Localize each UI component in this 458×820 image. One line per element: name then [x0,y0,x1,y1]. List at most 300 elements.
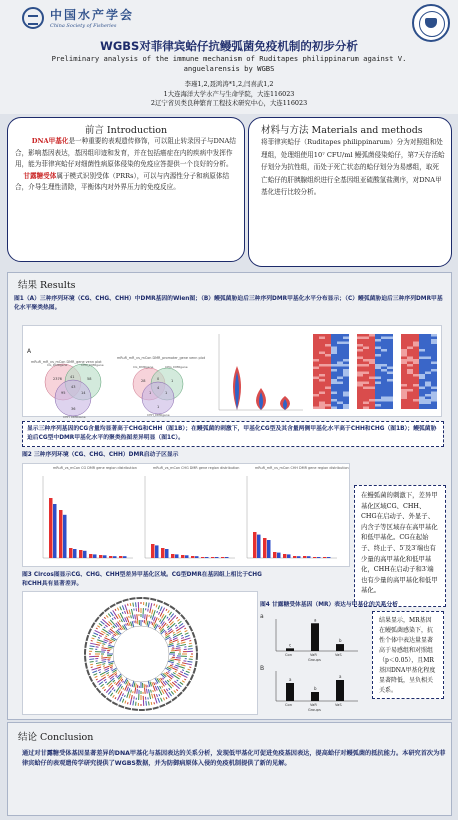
heatmap-cell [407,337,413,340]
fig2-bar-hypo [277,553,281,558]
heatmap-cell [325,404,331,407]
heatmap-cell [363,402,369,405]
circos-tick [153,623,155,627]
heatmap-cell [401,372,407,375]
circos-plot [23,592,259,716]
circos-tick [151,622,152,624]
circos-tick [98,638,100,639]
heatmap-cell [357,372,363,375]
circos-tick [104,617,105,618]
heatmap-cell [401,339,407,342]
circos-tick [180,682,183,684]
heatmap-cell [425,352,431,355]
fig2-bar-group [43,476,337,558]
heatmap-cell [337,362,343,365]
heatmap-cell [337,352,343,355]
circos-tick [173,638,178,640]
heatmap-cell [363,389,369,392]
circos-tick [113,634,115,636]
heatmap-cell [381,387,387,390]
circos-tick [108,647,113,648]
heatmap-cell [413,407,419,410]
heatmap-cell [369,334,375,337]
fig2-bar-hypo [205,557,209,558]
heatmap-cell [331,352,337,355]
circos-tick [133,615,134,619]
heatmap-cell [401,334,407,337]
fig2-bar-hyper [171,554,175,558]
heatmap-cell [325,389,331,392]
circos-tick [145,614,146,619]
circos-tick [166,689,168,691]
heatmap-cell [363,354,369,357]
circos-tick [170,621,174,625]
circos-tick [155,698,157,704]
circos-tick [185,630,188,631]
circos-tick [90,662,94,663]
fig2-bar-hypo [297,556,301,558]
fig2-bar-hyper [221,557,225,558]
heatmap-cell [337,387,343,390]
circos-tick [175,665,179,666]
circos-tick [179,666,185,668]
circos-tick [102,664,105,665]
heatmap-cell [401,382,407,385]
heatmap-cell [413,362,419,365]
heatmap-cell [401,387,407,390]
heatmap-cell [387,342,393,345]
heatmap-cell [387,362,393,365]
heatmap-cell [337,372,343,375]
circos-tick [148,603,149,608]
heatmap-cell [325,387,331,390]
circos-tick [184,679,186,680]
fig2-bar-hypo [113,556,117,558]
heatmap-cell [375,352,381,355]
venn1-number: 43 [71,385,76,389]
heatmap-cell [401,357,407,360]
heatmap-cell [381,377,387,380]
poster-header [0,0,458,114]
circos-tick [92,668,98,670]
heatmap-cell [375,379,381,382]
circos-tick [186,664,192,665]
heatmap-cell [419,392,425,395]
circos-tick [182,663,186,664]
heatmap-cell [387,402,393,405]
circos-tick [90,664,93,665]
circos-tick [176,689,177,690]
heatmap-cell [313,357,319,360]
circos-tick [148,689,149,693]
heatmap-cell [343,377,349,380]
circos-tick [137,689,138,694]
heatmap-cell [337,399,343,402]
heatmap-cell [407,407,413,410]
fig2-panel [22,463,350,567]
heatmap-cell [375,359,381,362]
circos-tick [184,628,186,629]
heatmap-cell [387,397,393,400]
circos-tick [165,631,166,632]
heatmap-cell [369,367,375,370]
heatmap-cell [319,349,325,352]
circos-tick [166,672,168,674]
heatmap-cell [425,407,431,410]
circos-tick [153,610,155,616]
heatmap-cell [343,357,349,360]
heatmap-cell [313,387,319,390]
heatmap-cell [419,357,425,360]
circos-tick [169,643,174,645]
circos-tick [104,640,109,642]
heatmap-cell [381,352,387,355]
heatmap-cell [419,379,425,382]
fig4-x-tick: Con [285,653,292,657]
fig4-note: 结果显示，MR基因在鳗弧菌感染下，抗性个体中表达量显著高于易感组和对照组（p＜0.05），且MR基因DNA甲基化程度显著降低，呈负相关关系。 [372,611,444,699]
venn1-set-label: CG_DMRgene [47,363,68,367]
heatmap-cell [401,402,407,405]
heatmap-cell [381,389,387,392]
intro-title: 前言 Introduction [84,125,168,136]
heatmap-cell [419,372,425,375]
heatmap-cell [357,374,363,377]
heatmap-cell [413,402,419,405]
heatmap-cell [369,359,375,362]
venn2-number: 1 [157,405,160,409]
heatmap-cell [407,389,413,392]
heatmap-cell [375,404,381,407]
fig4-label-b: B [260,665,265,672]
circos-tick [92,635,96,636]
fig2-bar-hyper [99,555,103,558]
heatmap-cell [343,389,349,392]
heatmap-cell [369,399,375,402]
heatmap-cell [431,377,437,380]
circos-tick [97,642,102,643]
circos-tick [109,665,113,666]
heatmap-cell [357,364,363,367]
heatmap-cell [419,367,425,370]
heatmap-cell [431,342,437,345]
heatmap-cell [325,337,331,340]
circos-tick [168,627,171,630]
heatmap-cell [363,352,369,355]
circos-tick [149,701,150,705]
circos-tick [146,620,147,624]
circos-tick [177,619,179,621]
circos-tick [165,633,167,635]
circos-tick [101,675,105,678]
fig2-bar-hypo [327,557,331,558]
heatmap-cell [387,377,393,380]
circos-tick [171,674,174,676]
heatmap-cell [381,394,387,397]
fig2-bar-hypo [123,556,127,558]
circos-tick [101,659,106,660]
heatmap-cell [325,379,331,382]
heatmap-cell [431,364,437,367]
heatmap-cell [413,387,419,390]
circos-tick [156,694,157,697]
circos-tick [93,674,97,676]
heatmap-cell [425,359,431,362]
heatmap-cell [419,342,425,345]
circos-tick [129,694,130,699]
heatmap-cell [419,339,425,342]
circos-tick [171,614,174,618]
circos-tick [169,688,170,690]
heatmap-cell [363,357,369,360]
heatmap-cell [313,379,319,382]
circos-tick [166,609,167,611]
fig2-bar-hypo [73,549,77,558]
heatmap-cell [375,349,381,352]
circos-tick [152,610,153,615]
heatmap-cell [413,339,419,342]
heatmap-cell [363,359,369,362]
heatmap-cell [407,347,413,350]
heatmap-cell [407,384,413,387]
heatmap-cell [407,404,413,407]
fig4-x-label: Groups [308,708,321,712]
fig2-bar-hypo [185,555,189,558]
intro-p2-text: 属于模式识别受体（PRRs），可以与内源性分子和病原体结合，介导生理性清除，平衡体内对外界压力的免疫反应。 [15,171,230,192]
circos-tick [189,667,191,668]
heatmap-cell [419,359,425,362]
heatmap-cell [375,342,381,345]
circos-tick [128,604,129,606]
circos-tick [175,671,177,672]
heatmap-cell [375,364,381,367]
heatmap-cell [387,369,393,372]
circos-tick [133,603,134,607]
circos-tick [110,612,113,616]
heatmap-cell [425,379,431,382]
heatmap-cell [419,347,425,350]
heatmap-cell [419,402,425,405]
circos-tick [169,679,170,680]
circos-tick [162,690,165,694]
heatmap-cell [325,339,331,342]
heatmap-cell [381,407,387,410]
fig4-x-tick: VaR [310,653,317,657]
circos-tick [178,621,181,624]
heatmap-cell [369,382,375,385]
heatmap-cell [343,399,349,402]
heatmap-cell [425,364,431,367]
intro-paragraph-2 [8,171,244,194]
circos-tick [130,603,131,606]
heatmap-cell [357,392,363,395]
heatmap-cell [331,344,337,347]
heatmap-cell [363,372,369,375]
circos-tick [146,701,147,706]
heatmap-cell [319,387,325,390]
circos-tick [180,626,185,629]
circos-tick [156,683,157,685]
heatmap-cell [375,407,381,410]
heatmap-cell [369,347,375,350]
heatmap-cell [319,377,325,380]
circos-tick [160,619,162,622]
circos-tick [167,626,169,628]
fig4-bar-letter: a [289,677,292,682]
venn2-set-label: CHG_DMRgene [165,365,188,369]
circos-tick [177,642,179,643]
heatmap-cell [369,344,375,347]
circos-tick [97,640,103,642]
venn2-number: 0 [157,377,160,381]
fig1-panel [22,325,442,417]
circos-tick [96,679,98,680]
fig4-bar [286,648,294,651]
fig2-bar-hypo [195,556,199,558]
heatmap-cell [401,397,407,400]
heatmap-cell [381,367,387,370]
heatmap-cell [337,339,343,342]
methods-title: 材料与方法 Materials and methods [261,125,423,136]
heatmap-cell [431,349,437,352]
heatmap-cell [419,344,425,347]
heatmap-cell [431,382,437,385]
circos-tick [158,605,159,609]
heatmap-cell [325,382,331,385]
circos-tick [117,695,120,700]
circos-tick [113,695,115,698]
intro-p1-text: 是一种重要的表观遗传修饰，可以阻止转录因子与DNA结合，影响基因表达，基因组印迹和发育，并在包括癌症在内的疾病中发挥作用，能为菲律宾蛤仔对细菌性病原体侵染的免疫应答提供一个良好的分析。 [15,137,236,169]
circos-tick [129,683,130,686]
heatmap-cell [431,392,437,395]
circos-tick [150,609,151,613]
heatmap-cell [343,347,349,350]
circos-tick [127,681,129,685]
heatmap-cell [325,377,331,380]
fig2-bar-hyper [323,557,327,558]
heatmap-cell [363,374,369,377]
circos-tick [129,622,130,626]
circos-tick [131,609,132,615]
circos-tick [178,673,182,675]
heatmap-cell [337,342,343,345]
heatmap-cell [331,347,337,350]
heatmap-cell [331,342,337,345]
heatmap-cell [369,394,375,397]
heatmap-cell [401,389,407,392]
heatmap-cell [381,362,387,365]
circos-tick [169,660,174,661]
heatmap-cell [381,342,387,345]
heatmap-cell [337,367,343,370]
circos-tick [159,626,161,628]
heatmap-cell [401,384,407,387]
heatmap-cell [407,362,413,365]
circos-tick [152,616,153,620]
heatmap-cell [369,384,375,387]
circos-tick [109,643,111,644]
circos-tick [122,699,123,703]
heatmap-cell [419,384,425,387]
venn1-number: 58 [87,377,92,381]
heatmap-cell [369,349,375,352]
heatmap-cell [325,347,331,350]
circos-tick [122,693,123,696]
heatmap-cell [401,399,407,402]
heatmap-cell [331,362,337,365]
fig2-bar-hypo [215,557,219,558]
heatmap-cell [357,402,363,405]
heatmap-cell [313,369,319,372]
heatmap-cell [425,387,431,390]
heatmap-cell [369,374,375,377]
heatmap-cell [387,337,393,340]
heatmap-cell [425,369,431,372]
heatmap-cell [337,397,343,400]
circos-tick [182,670,184,671]
heatmap-cell [313,389,319,392]
heatmap-cell [369,357,375,360]
circos-tick [115,609,116,611]
circos-tick [162,686,163,688]
heatmap-cell [387,349,393,352]
heatmap-cell [401,379,407,382]
circos-tick [177,675,181,678]
heatmap-cell [331,379,337,382]
fig4-bar-letter: a [339,674,342,679]
circos-tick [188,669,191,670]
heatmap-cell [319,339,325,342]
fig4-bar-letter: b [314,686,317,691]
circos-inner-ring [113,626,169,682]
heatmap-cell [331,357,337,360]
heatmap-cell [357,397,363,400]
circos-tick [123,688,124,690]
heatmap-cell [425,347,431,350]
heatmap-cell [369,354,375,357]
methods-text: 将菲律宾蛤仔（Ruditapes philippinarum）分为对照组和处理组，处理组使用10⁷ CFU/ml 鳗弧菌侵染蛤仔，第7天存活蛤仔划分为抗性组，而处于死亡状态的蛤仔划分为易感组，取死亡蛤仔的肝胰腺组织进行全基因组亚硫酸氢盐测序，对DNA甲基化进行比较分析。 [261,138,445,197]
heatmap-cell [363,364,369,367]
fig2-bar-hyper [161,548,165,558]
fig2-bar-hypo [317,557,321,558]
circos-tick [106,615,108,617]
heatmap-cell [387,344,393,347]
heatmap-cell [357,384,363,387]
heatmap-cell [387,347,393,350]
circos-tick [98,669,101,670]
heatmap-cell [431,384,437,387]
heatmap-cell [431,387,437,390]
circos-tick [89,659,94,660]
fig2-bar-hyper [253,532,257,558]
results-section [7,272,452,720]
circos-tick [112,618,113,620]
fig2-bar-hypo [267,540,271,558]
heatmap-cell [413,352,419,355]
heatmap-cell [363,342,369,345]
circos-tick [162,614,165,618]
heatmap-cell [413,357,419,360]
circos-tick [188,649,193,650]
circos-tick [173,636,177,638]
circos-tick [157,686,159,690]
circos-tick [107,623,110,626]
heatmap-cell [357,347,363,350]
heatmap-cell [387,364,393,367]
heatmap-cell [319,334,325,337]
heatmap-cell [401,374,407,377]
circos-tick [120,606,122,610]
heatmap-cell [381,404,387,407]
